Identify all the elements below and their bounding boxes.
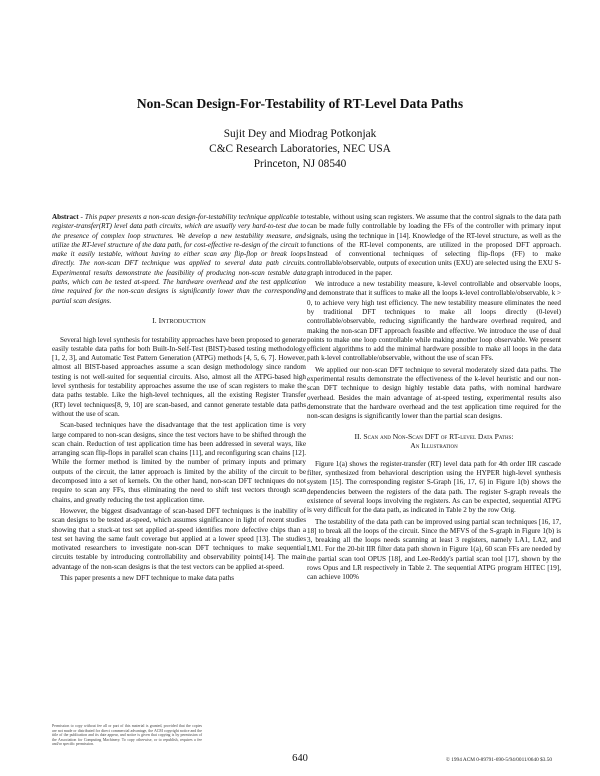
section-1-title: NTRODUCTION [161,317,206,325]
section-2-heading [307,432,561,451]
abstract-label: Abstract [52,213,79,221]
permission-notice: Permission to copy without fee all or part of this material is granted, provided that the copies are not made or distributed for direct commercial advantage, the ACM copyright notice and the title of the publication and its date appear, and notice is given that copying is by permission of the Association for Computing Machinery. To copy otherwise, or to republish, requires a fee and/or specific permission. [52,724,202,747]
abstract-text: This paper presents a non-scan design-for-testability technique applicable to register-transfer(RT) level data path circuits, which are usually very hard-to-test due to the presence of complex loop structures. We develop a new testability measure, and utilize the RT-level structure of the data path, for cost-effective re-design of the circuit to make it easily testable, without having to either scan any flip-flop or break loops directly. The non-scan DFT technique was applied to several data path circuits. Experimental results demonstrate the feasibility of producing non-scan testable data paths, which can be tested at-speed. The hardware overhead and the test application time required for the non-scan designs is significantly lower than the corresponding partial scan designs. [52,213,306,305]
author-location: Princeton, NJ 08540 [253,158,347,170]
paper-title: Non-Scan Design-For-Testability of RT-Level Data Paths [136,96,464,111]
right-column [307,213,561,585]
abstract-dash: - [78,213,85,221]
paragraph: We applied our non-scan DFT technique to several moderately sized data paths. The experimental results demonstrate the effectiveness of the k-level heuristic and our non-scan DFT technique to design highly testable data paths, with nominal hardware overhead. Besides the main advantage of at-speed testing, experimental results also demonstrate that the hardware overhead and the test application time required for the non-scan designs is significantly lower than the partial scan designs. [307,365,561,421]
paragraph: However, the biggest disadvantage of scan-based DFT techniques is the inability of scan designs to be tested at-speed, which assumes significance in light of recent studies showing that a stuck-at test set applied at-speed identifies more defective chips than a test set having the same fault coverage but applied at a lower speed [13]. The studies motivated researchers to investigate non-scan DFT techniques to make sequential circuits testable by introducing controllability and observability points[14]. The main advantage of the non-scan designs is that the test vectors can be applied at-speed. [52,506,306,571]
page-number: 640 [292,753,308,764]
section-2-line1 [307,432,561,442]
paragraph: We introduce a new testability measure, k-level controllable and observable loops, and demonstrate that it suffices to make all the loops k-level controllable/observable, k > 0, to achieve very high test efficiency. The new testability measure eliminates the need by traditional DFT techniques to make all loops directly (0-level) controllable/observable, reducing significantly the hardware overhead required, and making the non-scan DFT approach feasible and effective. We introduce the use of dual points to make one loop controllable while making another loop observable. We present efficient algorithms to add the minimal hardware possible to make all loops in the data path k-level controllable/observable, without the use of scan FFs. [307,280,561,363]
section-1-heading [52,316,306,327]
section-2-title: Scan and Non-Scan DFT of RT-level Data Paths: [363,431,514,441]
paragraph: testable, without using scan registers. We assume that the control signals to the data path can be made fully controllable by loading the FFs of the controller with primary input signals, using the technique in [14]. Knowledge of the RT-level structure, as well as the functions of the RT-level components, are utilized in the proposed DFT approach. Instead of conventional techniques of selecting flip-flops (FF) to make controllable/observable, outputs of execution units (EXU) are selected using the EXU S-graph introduced in the paper. [307,213,561,277]
abstract [52,213,306,306]
paragraph: Figure 1(a) shows the register-transfer (RT) level data path for 4th order IIR cascade filter, synthesized from behavioral description using the HYPER high-level synthesis system [15]. The corresponding register S-Graph [16, 17, 6] in Figure 1(b) shows the dependencies between the registers of the data path. The register S-graph reveals the existence of several loops involving the registers. As can be expected, sequential ATPG is very difficult for the data path, as indicated in Table 2 by the row Orig. [307,459,561,515]
paragraph: This paper presents a new DFT technique to make data paths [60,573,234,582]
copyright-line: © 1994 ACM 0-89791-690-5/94/0011/0640 $3.50 [445,757,552,763]
author-block [0,127,600,172]
author-affiliation: C&C Research Laboratories, NEC USA [209,143,391,155]
paragraph: Scan-based techniques have the disadvantage that the test application time is very large compared to non-scan designs, since the test vectors have to be shifted through the scan chain. Reduction of test application time has been addressed in several ways, like arranging scan flip-flops in parallel scan chains [11], and reconfiguring scan chains [12]. While the former method is limited by the number of primary inputs and primary outputs of the circuit, the latter approach is limited by the ability of the circuit to be decomposed into a set of kernels. On the other hand, non-scan DFT techniques do not require to scan any FFs, thus eliminating the need to shift test vectors through scan chains, and greatly reducing the test application time. [52,421,306,504]
left-column [52,213,306,585]
section-1-number: I. [152,315,157,325]
section-2-line2: An Illustration [410,441,458,451]
paragraph: Several high level synthesis for testability approaches have been proposed to generate easily testable data paths for both Built-In-Self-Test (BIST)-based testing methodology [1, 2, 3], and Automatic Test Pattern Generation (ATPG) methods [4, 5, 6, 7]. However, almost all BIST-based approaches assume a scan design methodology since random testing is not well-suited for sequential circuits. Also, almost all the ATPG-based high level synthesis for testability approaches assume the use of scan registers to make the data paths testable. Like the high-level techniques, all the existing Register Transfer (RT) level techniques[8, 9, 10] are scan-based, and cannot generate testable data paths without the use of scan. [52,335,306,418]
paragraph: The testability of the data path can be improved using partial scan techniques [16, 17, 18] to break all the loops of the circuit. Since the MFVS of the S-graph in Figure 1(b) is 3, breaking all the loops needs scanning at least 3 registers, namely LA1, LA2, and LM1. For the 20-bit IIR filter data path shown in Figure 1(a), 60 scan FFs are needed by the partial scan tool OPUS [18], and Lee-Reddy's partial scan tool [17], shown by the rows Opus and LR respectively in Table 2. The sequential ATPG program HITEC [19], can achieve 100% [307,517,561,582]
section-1-initial: I [158,315,162,325]
author-names: Sujit Dey and Miodrag Potkonjak [223,128,377,140]
section-2-number: II. [354,431,362,441]
